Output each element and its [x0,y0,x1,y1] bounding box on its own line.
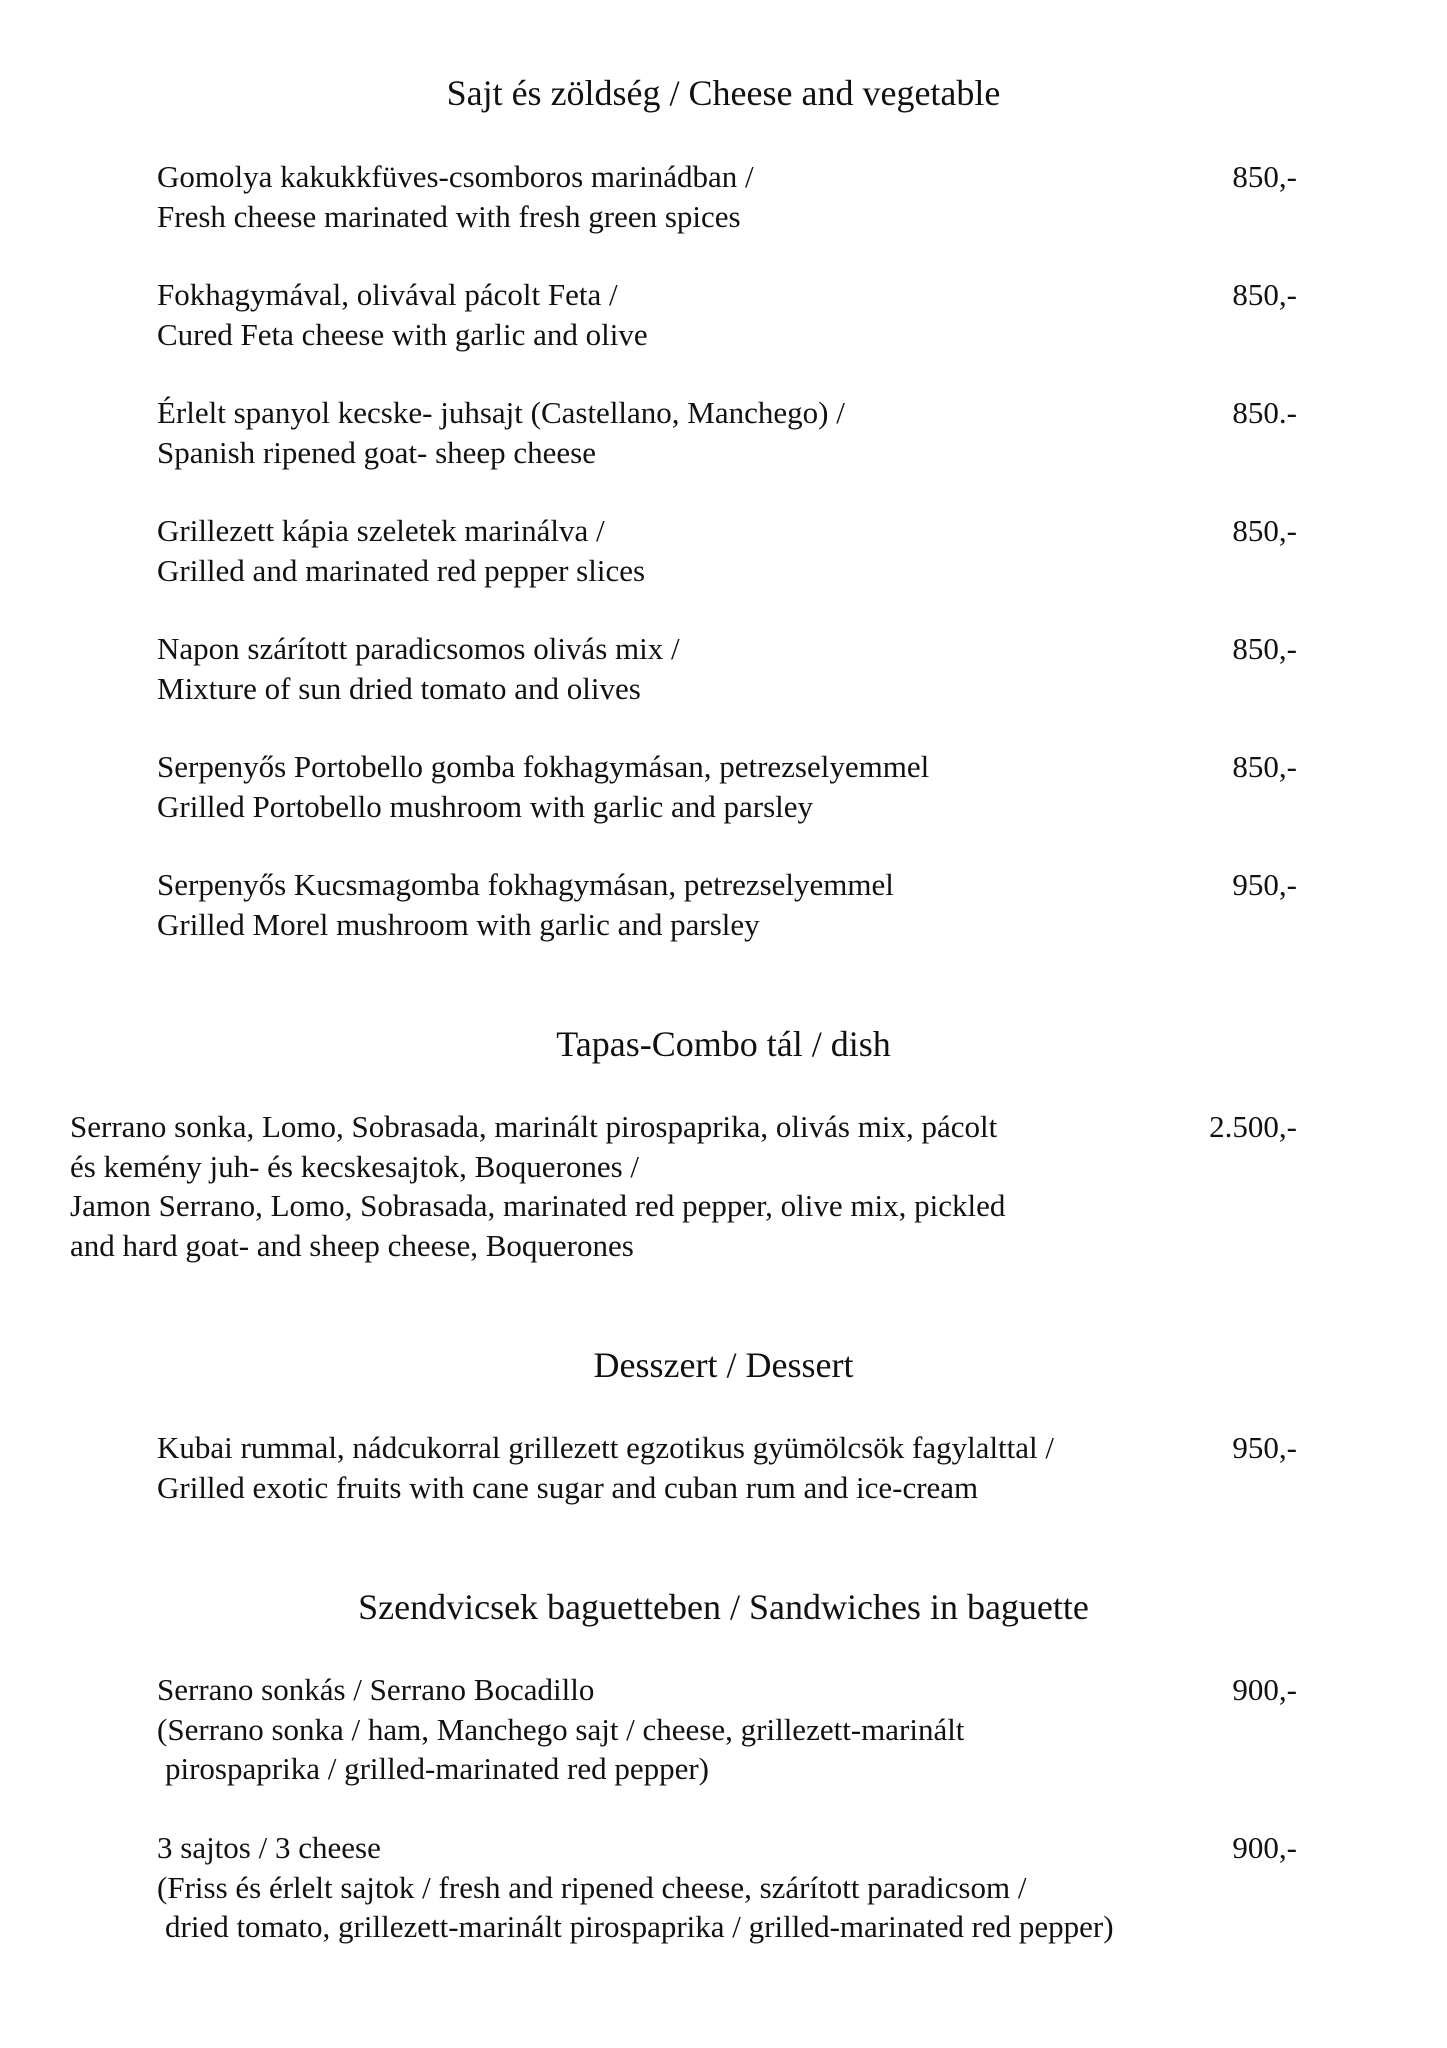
item-name-en: Grilled and marinated red pepper slices [157,552,646,588]
item-name-hu: Grillezett kápia szeletek marinálva / [157,513,605,548]
item-price: 2.500,- [1209,1109,1297,1144]
item-desc-line: and hard goat- and sheep cheese, Boquerones [70,1227,634,1263]
item-price: 850.- [1232,395,1297,430]
item-name-hu: Gomolya kakukkfüves-csomboros marinádban / [157,159,754,194]
menu-item [157,511,1297,590]
item-desc-line: pirospaprika / grilled-marinated red pepper) [165,1751,709,1786]
section-title-sandwiches: Szendvicsek baguetteben / Sandwiches in baguette [358,1587,1089,1627]
menu-item [157,393,1297,472]
item-price: 950,- [1232,1430,1297,1465]
item-desc-line: dried tomato, grillezett-marinált pirospaprika / grilled-marinated red pepper) [165,1909,1114,1944]
item-name-hu: Fokhagymával, olivával pácolt Feta / [157,277,618,312]
item-desc-line: (Friss és érlelt sajtok / fresh and ripened cheese, szárított paradicsom / [157,1869,1027,1905]
item-desc-line: Serrano sonka, Lomo, Sobrasada, marinált pirospaprika, olivás mix, pácolt [70,1109,998,1144]
item-price: 850,- [1232,159,1297,194]
item-name-en: Grilled Portobello mushroom with garlic and parsley [157,788,814,824]
menu-item [157,1428,1297,1507]
item-price: 950,- [1232,867,1297,902]
item-name-hu: Érlelt spanyol kecske- juhsajt (Castellano, Manchego) / [157,395,845,430]
menu-item [157,629,1297,708]
menu-item [157,1828,1297,1947]
item-name-hu: Serpenyős Portobello gomba fokhagymásan, petrezselyemmel [157,749,930,784]
item-name-en: Cured Feta cheese with garlic and olive [157,316,648,352]
menu-item [70,1107,1297,1265]
item-desc-line: (Serrano sonka / ham, Manchego sajt / cheese, grillezett-marinált [157,1711,965,1747]
item-name-en: Spanish ripened goat- sheep cheese [157,434,597,470]
item-name: Serrano sonkás / Serrano Bocadillo [157,1672,595,1707]
item-name-en: Fresh cheese marinated with fresh green spices [157,198,741,234]
menu-item [157,157,1297,236]
item-price: 850,- [1232,749,1297,784]
item-price: 850,- [1232,513,1297,548]
section-title-cheese-vegetable: Sajt és zöldség / Cheese and vegetable [446,73,1001,113]
item-name-hu: Kubai rummal, nádcukorral grillezett egzotikus gyümölcsök fagylalttal / [157,1430,1055,1465]
item-name-en: Mixture of sun dried tomato and olives [157,670,641,706]
item-name-hu: Napon szárított paradicsomos olivás mix / [157,631,680,666]
item-name-en: Grilled Morel mushroom with garlic and parsley [157,906,760,942]
item-price: 900,- [1232,1830,1297,1865]
section-title-dessert: Desszert / Dessert [593,1345,854,1385]
item-name-en: Grilled exotic fruits with cane sugar and cuban rum and ice-cream [157,1469,979,1505]
item-price: 900,- [1232,1672,1297,1707]
item-desc-line: Jamon Serrano, Lomo, Sobrasada, marinated red pepper, olive mix, pickled [70,1188,1006,1223]
item-name-hu: Serpenyős Kucsmagomba fokhagymásan, petrezselyemmel [157,867,894,902]
menu-item [157,275,1297,354]
item-desc-line: és kemény juh- és kecskesajtok, Boquerones / [70,1148,640,1184]
menu-item [157,865,1297,944]
section-title-tapas-combo: Tapas-Combo tál / dish [556,1024,891,1064]
item-price: 850,- [1232,277,1297,312]
item-price: 850,- [1232,631,1297,666]
item-name: 3 sajtos / 3 cheese [157,1830,381,1865]
menu-item [157,747,1297,826]
menu-item [157,1670,1297,1789]
